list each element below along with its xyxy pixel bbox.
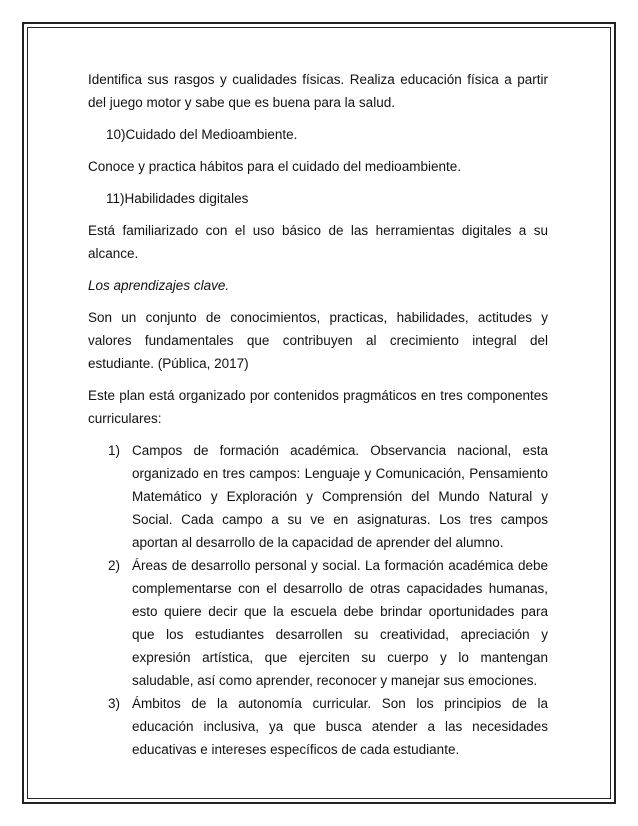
- list-item: [88, 692, 548, 761]
- list-marker: 3): [108, 696, 121, 711]
- paragraph-digital-skills: Está familiarizado con el uso básico de las herramientas digitales a su alcance.: [88, 223, 548, 261]
- components-list: [88, 439, 548, 761]
- section-subtitle: Los aprendizajes clave.: [88, 278, 230, 293]
- paragraph-physical: Identifica sus rasgos y cualidades físicas. Realiza educación física a partir del juego motor y sabe que es buena para la salud.: [88, 72, 548, 110]
- list-item: [88, 439, 548, 554]
- list-item-text: Campos de formación académica. Observancia nacional, esta organizado en tres campos: Lenguaje y Comunicación, Pensamiento Matemático y Exploración y Comprensión del Mundo Natural y Social. Cada campo a su ve en asignaturas. Los tres campos aportan al desarrollo de la capacidad de aprender del alumno.: [132, 443, 548, 550]
- paragraph-environment: Conoce y practica hábitos para el cuidado del medioambiente.: [88, 159, 461, 174]
- paragraph-definition: Son un conjunto de conocimientos, practicas, habilidades, actitudes y valores fundamentales que contribuyen al crecimiento integral del estudiante. (Pública, 2017): [88, 310, 548, 371]
- list-item-text: Ámbitos de la autonomía curricular. Son los principios de la educación inclusiva, ya que busca atender a las necesidades educativas e intereses específicos de cada estudiante.: [132, 696, 548, 757]
- list-item-text: Áreas de desarrollo personal y social. La formación académica debe complementarse con el desarrollo de otras capacidades humanas, esto quiere decir que la escuela debe brindar oportunidades para que los estudiantes desarrollen su creatividad, apreciación y expresión artística, que ejerciten su cuerpo y lo mantengan saludable, así como aprender, reconocer y manejar sus emociones.: [132, 558, 548, 688]
- list-marker: 2): [108, 558, 121, 573]
- paragraph-plan: Este plan está organizado por contenidos pragmáticos en tres componentes curriculares:: [88, 388, 548, 426]
- heading-digital-skills: 11)Habilidades digitales: [106, 191, 249, 206]
- heading-environment: 10)Cuidado del Medioambiente.: [106, 127, 298, 142]
- list-marker: 1): [108, 443, 121, 458]
- page-content: [88, 68, 548, 761]
- list-item: [88, 554, 548, 692]
